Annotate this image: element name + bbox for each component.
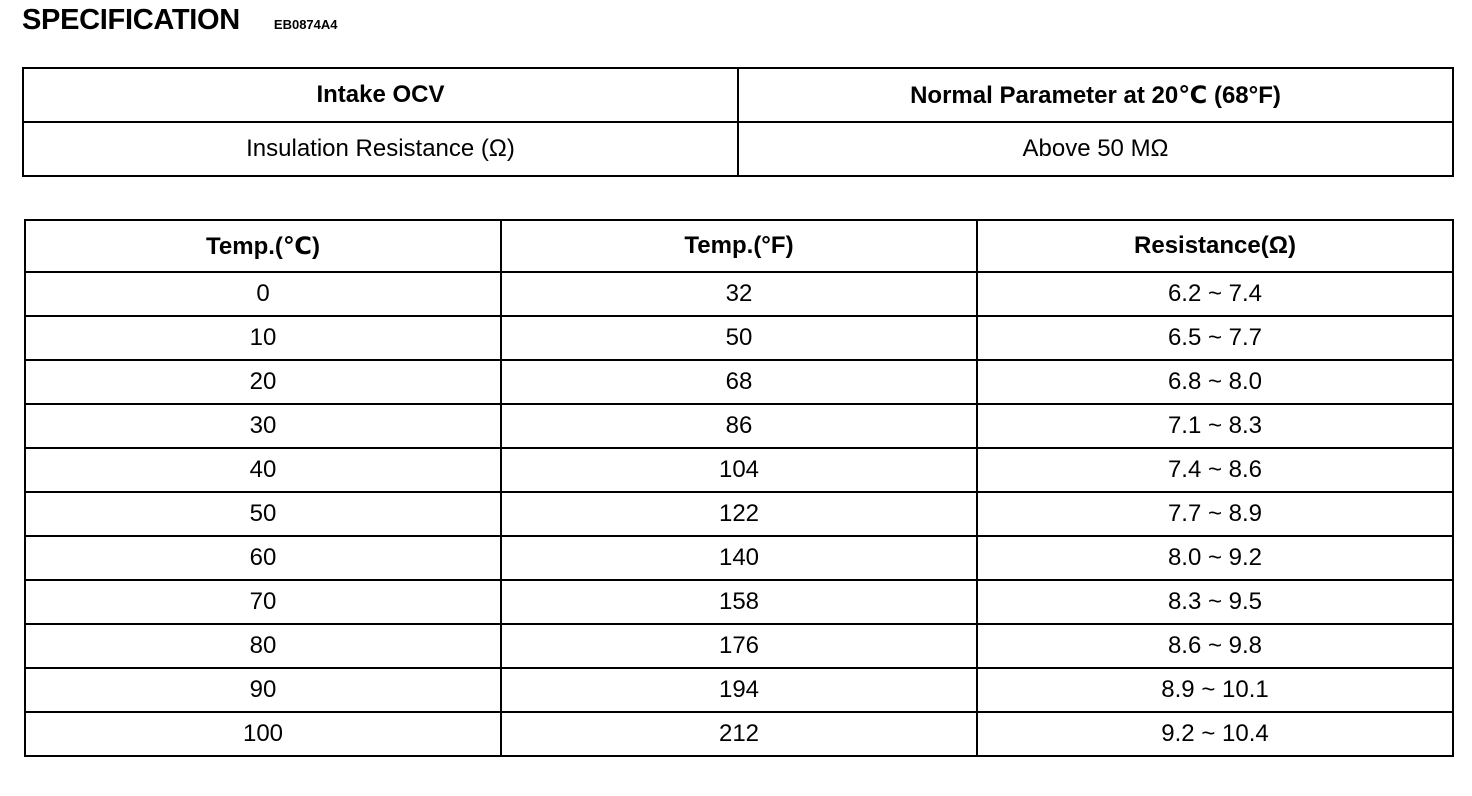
table-row (25, 316, 1453, 360)
section-heading (22, 4, 338, 40)
cell-temp-celsius: 30 (25, 404, 501, 448)
page-title: SPECIFICATION (22, 4, 240, 36)
header-resistance: Resistance(Ω) (977, 220, 1453, 272)
cell-temp-fahrenheit: 32 (501, 272, 977, 316)
cell-temp-fahrenheit: 50 (501, 316, 977, 360)
cell-temp-celsius: 80 (25, 624, 501, 668)
spec-header-parameter: Normal Parameter at 20℃ (68°F) (738, 68, 1453, 122)
cell-temp-celsius: 90 (25, 668, 501, 712)
cell-temp-fahrenheit: 212 (501, 712, 977, 756)
cell-resistance: 8.0 ~ 9.2 (977, 536, 1453, 580)
cell-resistance: 6.8 ~ 8.0 (977, 360, 1453, 404)
cell-temp-fahrenheit: 122 (501, 492, 977, 536)
cell-resistance: 8.6 ~ 9.8 (977, 624, 1453, 668)
table-row (25, 492, 1453, 536)
cell-temp-celsius: 10 (25, 316, 501, 360)
cell-temp-fahrenheit: 104 (501, 448, 977, 492)
resistance-table-body (25, 272, 1453, 756)
document-code: EB0874A4 (273, 17, 338, 32)
header-temp-celsius: Temp.(℃) (25, 220, 501, 272)
spec-row-value: Above 50 MΩ (738, 122, 1453, 176)
spec-row (23, 122, 1453, 176)
cell-temp-celsius: 40 (25, 448, 501, 492)
cell-temp-celsius: 20 (25, 360, 501, 404)
table-row (25, 668, 1453, 712)
cell-resistance: 8.3 ~ 9.5 (977, 580, 1453, 624)
spec-header-item: Intake OCV (23, 68, 738, 122)
table-row (25, 448, 1453, 492)
cell-temp-fahrenheit: 158 (501, 580, 977, 624)
table-row (25, 360, 1453, 404)
cell-temp-celsius: 100 (25, 712, 501, 756)
cell-temp-celsius: 70 (25, 580, 501, 624)
cell-temp-celsius: 60 (25, 536, 501, 580)
table-row (25, 712, 1453, 756)
table-row (25, 624, 1453, 668)
cell-temp-celsius: 0 (25, 272, 501, 316)
cell-resistance: 6.2 ~ 7.4 (977, 272, 1453, 316)
spec-header-row (23, 68, 1453, 122)
header-temp-fahrenheit: Temp.(°F) (501, 220, 977, 272)
specification-table (22, 67, 1454, 177)
cell-resistance: 6.5 ~ 7.7 (977, 316, 1453, 360)
table-row (25, 404, 1453, 448)
cell-temp-fahrenheit: 140 (501, 536, 977, 580)
cell-temp-celsius: 50 (25, 492, 501, 536)
table-row (25, 580, 1453, 624)
table-row (25, 536, 1453, 580)
cell-temp-fahrenheit: 176 (501, 624, 977, 668)
spec-row-label: Insulation Resistance (Ω) (23, 122, 738, 176)
cell-resistance: 7.1 ~ 8.3 (977, 404, 1453, 448)
resistance-table (24, 219, 1454, 757)
cell-resistance: 8.9 ~ 10.1 (977, 668, 1453, 712)
cell-resistance: 9.2 ~ 10.4 (977, 712, 1453, 756)
cell-temp-fahrenheit: 86 (501, 404, 977, 448)
table-row (25, 272, 1453, 316)
resistance-header-row (25, 220, 1453, 272)
cell-temp-fahrenheit: 194 (501, 668, 977, 712)
cell-temp-fahrenheit: 68 (501, 360, 977, 404)
cell-resistance: 7.7 ~ 8.9 (977, 492, 1453, 536)
cell-resistance: 7.4 ~ 8.6 (977, 448, 1453, 492)
